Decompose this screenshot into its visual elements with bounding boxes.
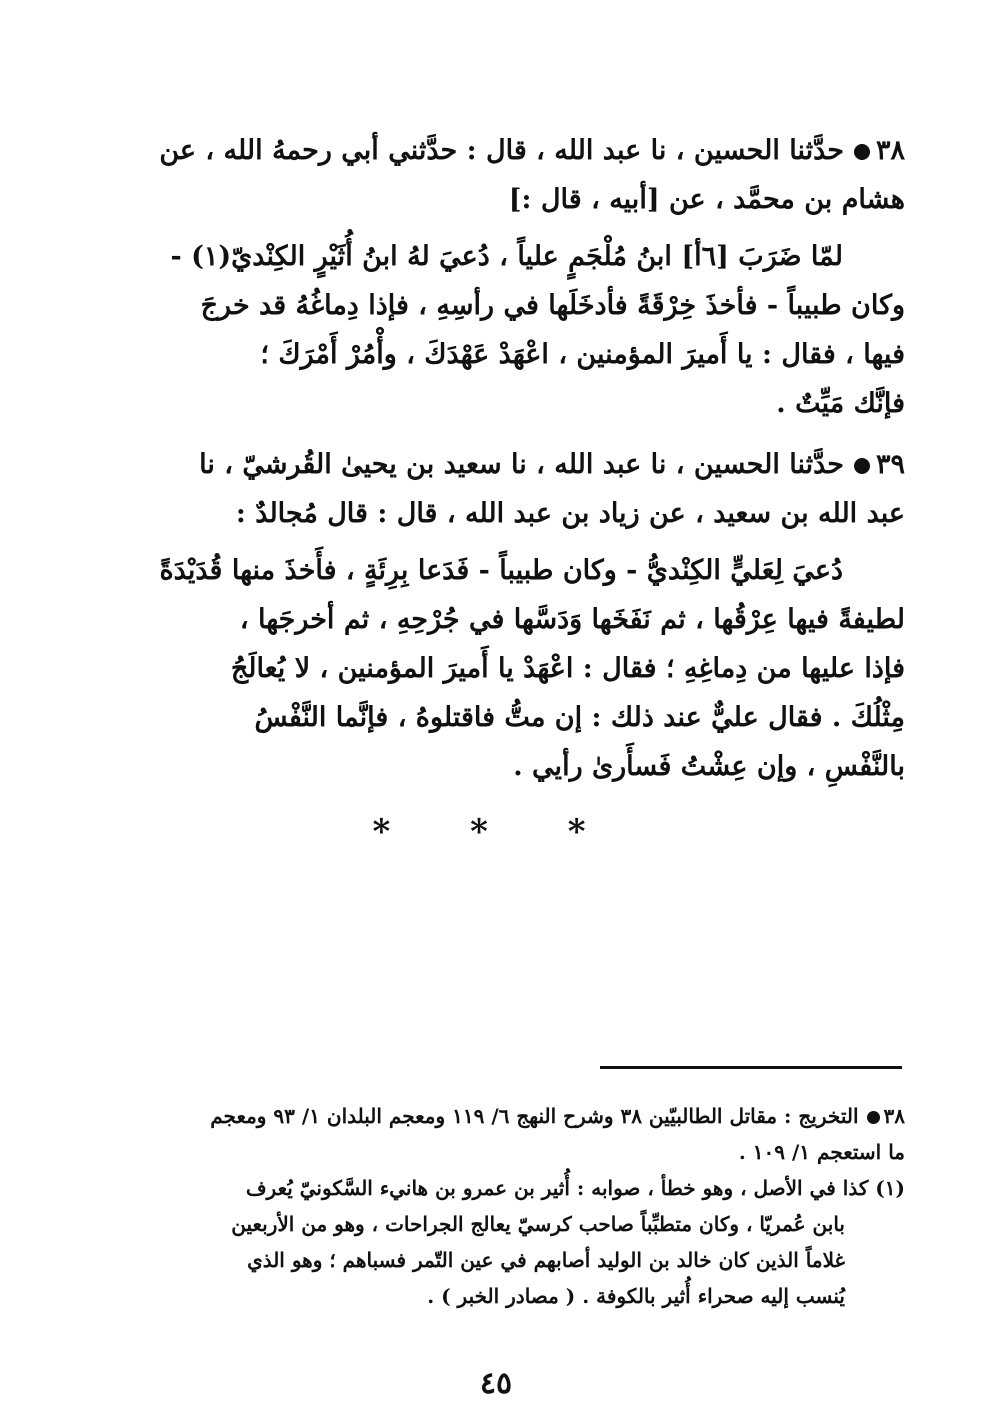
takhrij-number: ٣٨ xyxy=(883,1104,905,1128)
takhrij-line-2: ما استعجم ١/ ١٠٩ . xyxy=(738,1140,905,1164)
section-separator: * * * xyxy=(372,812,620,852)
entry-38-text-line: وكان طبيباً - فأخذَ خِرْقَةً فأدخَلَها في رأسِهِ ، فإذا دِماغُهُ قد خرجَ xyxy=(200,290,905,321)
entry-38-text-line: لمّا ضَرَبَ [٦أ] ابنُ مُلْجَمٍ علياً ، دُعيَ لهُ ابنُ أُثَيْرٍ الكِنْديّ(١) - xyxy=(170,241,843,272)
footnotes xyxy=(165,1098,905,1314)
entry-39-text-line: فإذا عليها من دِماغِهِ ؛ فقال : اعْهَدْ يا أَميرَ المؤمنين ، لا يُعالَجُ xyxy=(230,653,905,684)
bullet-icon xyxy=(854,144,870,160)
footnote-1-line: يُنسب إليه صحراء أُثير بالكوفة . ( مصادر الخبر ) . xyxy=(427,1284,845,1308)
page-number: ٤٥ xyxy=(479,1366,513,1401)
entry-38-isnad-line-2: هشام بن محمَّد ، عن [أبيه ، قال :] xyxy=(508,184,905,215)
entry-number: ٣٨ xyxy=(875,135,905,166)
footnote-1-line: غلاماً الذين كان خالد بن الوليد أصابهم في عين التّمر فسباهم ؛ وهو الذي xyxy=(247,1248,845,1272)
entry-39-text-line: لطيفةً فيها عِرْقُها ، ثم نَفَخَها وَدَسَّها في جُرْحِهِ ، ثم أخرجَها ، xyxy=(239,604,905,635)
entry-39-isnad-line-1 xyxy=(150,440,905,489)
entry-number: ٣٩ xyxy=(875,449,905,480)
entry-39-text-line: بالنَّفْسِ ، وإن عِشْتُ فَسأَرىٰ رأيي . xyxy=(513,751,905,782)
entry-38-text-line: فيها ، فقال : يا أَميرَ المؤمنين ، اعْهَدْ عَهْدَكَ ، وأْمُرْ أَمْرَكَ ؛ xyxy=(260,339,905,370)
entry-38 xyxy=(150,126,905,428)
isnad-text: حدَّثنا الحسين ، نا عبد الله ، نا سعيد بن يحيىٰ القُرشيّ ، نا xyxy=(199,449,844,480)
takhrij-text: التخريج : مقاتل الطالبيّين ٣٨ وشرح النهج ٦/ ١١٩ ومعجم البلدان ١/ ٩٣ ومعجم xyxy=(210,1104,859,1128)
footnote-1-line: بابن عُمريّا ، وكان متطبِّباً صاحب كرسيّ يعالج الجراحات ، وهو من الأربعين xyxy=(231,1212,845,1236)
entry-39-isnad-line-2: عبد الله بن سعيد ، عن زياد بن عبد الله ، قال : قال مُجالدٌ : xyxy=(235,498,905,529)
footnote-divider xyxy=(600,1066,902,1069)
bullet-icon xyxy=(854,458,870,474)
entry-39-text-line: دُعيَ لِعَليٍّ الكِنْديُّ - وكان طبيباً - فَدَعا بِرِئَةٍ ، فأَخذَ منها قُدَيْدَةً xyxy=(159,555,843,586)
footnote-1-line: (١) كذا في الأصل ، وهو خطأ ، صوابه : أُثير بن عمرو بن هانيء السَّكونيّ يُعرف xyxy=(245,1176,905,1200)
takhrij-line-1 xyxy=(165,1098,905,1134)
entry-38-text-line: فإنَّك مَيِّتٌ . xyxy=(776,388,905,419)
bullet-icon xyxy=(867,1111,880,1124)
entry-39-text-line: مِثْلُكَ . فقال عليٌّ عند ذلك : إن متُّ فاقتلوهُ ، فإنَّما النَّفْسُ xyxy=(254,702,905,733)
isnad-text: حدَّثنا الحسين ، نا عبد الله ، قال : حدَّثني أبي رحمهُ الله ، عن xyxy=(159,135,844,166)
entry-38-isnad-line-1 xyxy=(150,126,905,175)
entry-39 xyxy=(150,440,905,791)
